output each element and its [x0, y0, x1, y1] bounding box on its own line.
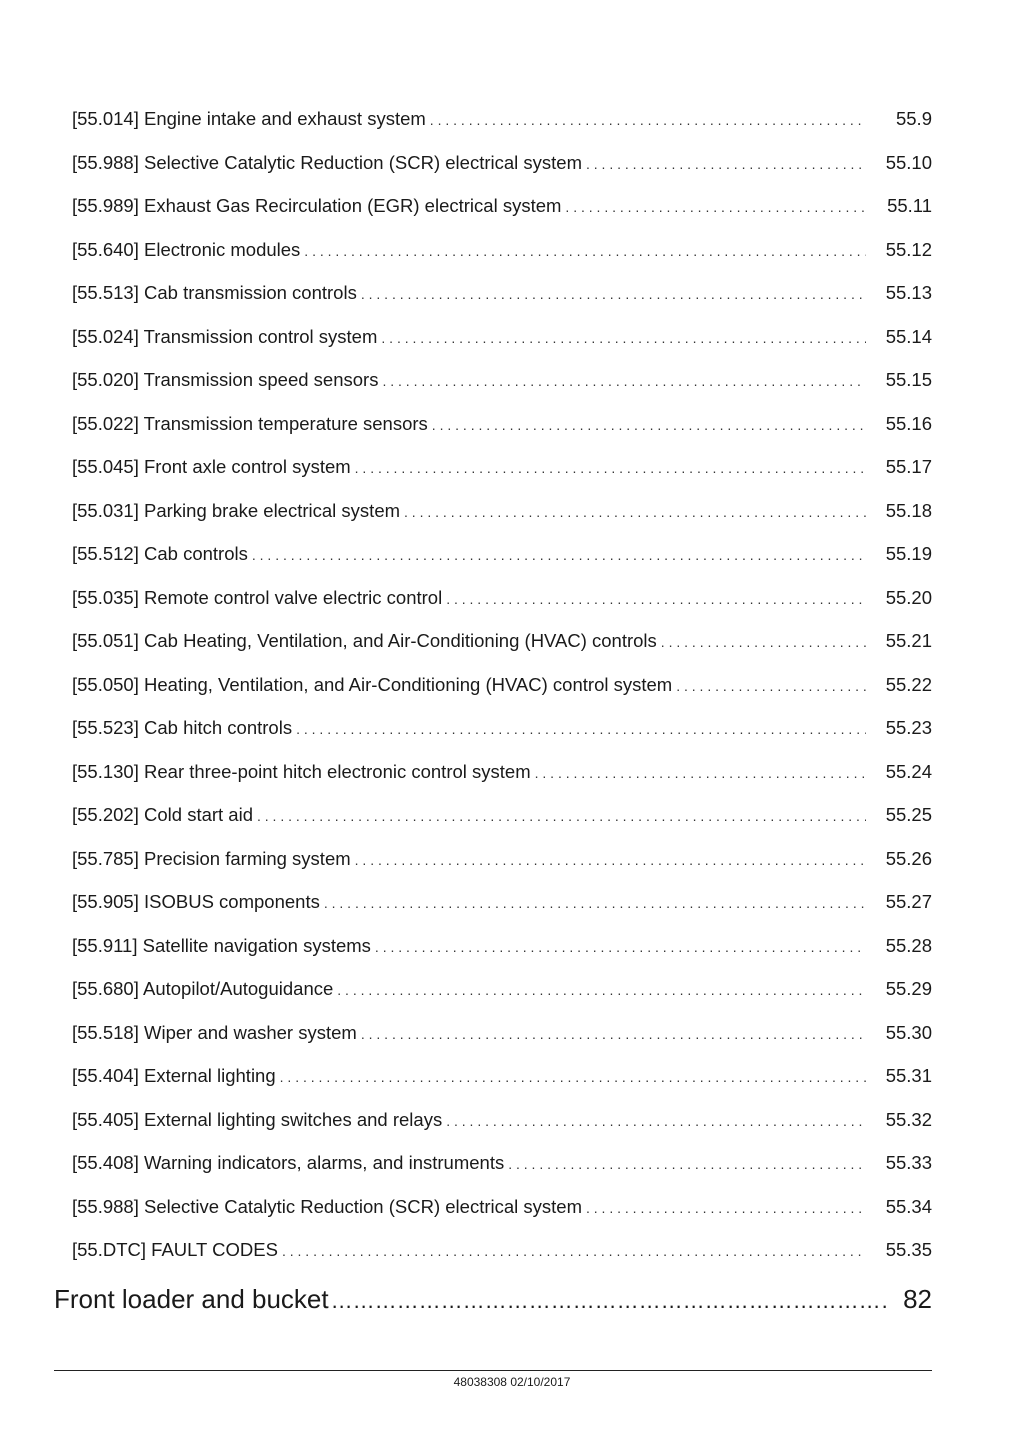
toc-entry-title: [55.050] Heating, Ventilation, and Air-Conditioning (HVAC) control system — [72, 673, 673, 695]
toc-entry[interactable] — [72, 282, 932, 326]
dot-leader — [296, 721, 866, 737]
toc-entry-page: 55.13 — [885, 282, 932, 303]
dot-leader — [337, 982, 866, 998]
dot-leader — [586, 156, 866, 172]
toc-entry-title: [55.DTC] FAULT CODES — [72, 1239, 278, 1260]
section-title: Front loader and bucket — [54, 1284, 329, 1314]
toc-entry-page: 55.9 — [895, 108, 932, 129]
toc-entry-title: [55.405] External lighting switches and relays — [72, 1108, 443, 1130]
toc-entry-page: 55.18 — [885, 499, 932, 521]
toc-entry-title: [55.130] Rear three-point hitch electronic control system — [72, 760, 531, 782]
toc-entry-page: 55.33 — [885, 1152, 932, 1173]
dot-leader — [304, 243, 866, 259]
toc-entry-page: 55.11 — [887, 195, 932, 216]
toc-entry-page: 55.12 — [885, 238, 932, 260]
toc-entry-page: 55.32 — [885, 1108, 932, 1130]
toc-entry-page: 55.31 — [885, 1065, 932, 1086]
footer-divider — [54, 1370, 932, 1371]
toc-entry-title: [55.988] Selective Catalytic Reduction (SCR) electrical system — [72, 151, 582, 173]
toc-entry[interactable] — [72, 152, 932, 196]
toc-entry-page: 55.20 — [885, 586, 932, 608]
dot-leader — [676, 678, 866, 694]
toc-entry-page: 55.29 — [885, 978, 932, 999]
toc-entry-page: 55.15 — [885, 369, 932, 390]
toc-entry-title: [55.202] Cold start aid — [72, 804, 253, 825]
dot-leader — [446, 591, 866, 607]
toc-entry[interactable] — [72, 413, 932, 457]
toc-entry-title: [55.031] Parking brake electrical system — [72, 499, 401, 521]
table-of-contents — [72, 108, 932, 1283]
toc-entry-page: 55.23 — [885, 717, 932, 738]
dot-leader — [381, 330, 866, 346]
toc-entry-page: 55.14 — [885, 325, 932, 347]
toc-entry-title: [55.523] Cab hitch controls — [72, 717, 293, 738]
toc-entry[interactable] — [72, 1152, 932, 1196]
toc-entry[interactable] — [72, 456, 932, 500]
toc-entry-title: [55.014] Engine intake and exhaust system — [72, 108, 426, 129]
toc-entry-page: 55.26 — [885, 847, 932, 869]
dot-leader — [355, 852, 866, 868]
toc-entry-title: [55.640] Electronic modules — [72, 238, 301, 260]
toc-entry-page: 55.10 — [885, 151, 932, 173]
toc-entry[interactable] — [72, 543, 932, 587]
toc-entry[interactable] — [72, 500, 932, 544]
dot-leader — [382, 373, 866, 389]
toc-entry-title: [55.408] Warning indicators, alarms, and instruments — [72, 1152, 505, 1173]
toc-entry-page: 55.21 — [885, 630, 932, 651]
toc-entry-page: 55.24 — [885, 760, 932, 782]
toc-entry-title: [55.404] External lighting — [72, 1065, 276, 1086]
toc-section-heading[interactable] — [54, 1284, 932, 1315]
dot-leader — [331, 1288, 887, 1314]
dot-leader — [280, 1069, 866, 1085]
toc-entry[interactable] — [72, 717, 932, 761]
toc-entry-title: [55.911] Satellite navigation systems — [72, 934, 371, 956]
toc-entry[interactable] — [72, 1196, 932, 1240]
toc-entry-title: [55.035] Remote control valve electric control — [72, 586, 443, 608]
toc-entry-title: [55.905] ISOBUS components — [72, 891, 320, 912]
toc-entry[interactable] — [72, 326, 932, 370]
toc-entry[interactable] — [72, 804, 932, 848]
toc-entry-title: [55.988] Selective Catalytic Reduction (SCR) electrical system — [72, 1195, 582, 1217]
toc-entry-page: 55.34 — [885, 1195, 932, 1217]
dot-leader — [282, 1243, 866, 1259]
toc-entry-title: [55.518] Wiper and washer system — [72, 1021, 357, 1043]
toc-entry-page: 55.27 — [885, 891, 932, 912]
toc-entry[interactable] — [72, 848, 932, 892]
toc-entry-page: 55.35 — [885, 1239, 932, 1260]
toc-entry[interactable] — [72, 369, 932, 413]
dot-leader — [661, 634, 866, 650]
toc-entry[interactable] — [72, 587, 932, 631]
dot-leader — [404, 504, 866, 520]
dot-leader — [586, 1200, 866, 1216]
dot-leader — [375, 939, 866, 955]
toc-entry[interactable] — [72, 239, 932, 283]
toc-entry[interactable] — [72, 674, 932, 718]
toc-entry-title: [55.513] Cab transmission controls — [72, 282, 357, 303]
dot-leader — [430, 112, 866, 128]
footer-doc-id: 48038308 02/10/2017 — [453, 1375, 571, 1389]
toc-entry-page: 55.22 — [885, 673, 932, 695]
toc-entry[interactable] — [72, 1109, 932, 1153]
toc-entry-page: 55.28 — [885, 934, 932, 956]
toc-entry-title: [55.051] Cab Heating, Ventilation, and Air-Conditioning (HVAC) controls — [72, 630, 657, 651]
dot-leader — [565, 199, 866, 215]
dot-leader — [361, 1026, 866, 1042]
dot-leader — [508, 1156, 866, 1172]
toc-entry[interactable] — [72, 630, 932, 674]
toc-entry[interactable] — [72, 1239, 932, 1283]
toc-entry-title: [55.024] Transmission control system — [72, 325, 378, 347]
dot-leader — [257, 808, 866, 824]
toc-entry-title: [55.785] Precision farming system — [72, 847, 351, 869]
toc-entry-page: 55.16 — [885, 412, 932, 434]
toc-entry[interactable] — [72, 978, 932, 1022]
section-page: 82 — [903, 1284, 932, 1314]
toc-entry-title: [55.512] Cab controls — [72, 543, 248, 564]
toc-entry-title: [55.045] Front axle control system — [72, 456, 351, 477]
toc-entry-title: [55.680] Autopilot/Autoguidance — [72, 978, 334, 999]
dot-leader — [355, 460, 866, 476]
toc-entry[interactable] — [72, 935, 932, 979]
toc-entry[interactable] — [72, 1022, 932, 1066]
dot-leader — [361, 286, 866, 302]
toc-entry-title: [55.020] Transmission speed sensors — [72, 369, 379, 390]
toc-entry-title: [55.022] Transmission temperature sensors — [72, 412, 428, 434]
toc-entry[interactable] — [72, 891, 932, 935]
dot-leader — [252, 547, 866, 563]
dot-leader — [432, 417, 866, 433]
toc-entry[interactable] — [72, 108, 932, 152]
toc-entry-page: 55.25 — [885, 804, 932, 825]
toc-entry-title: [55.989] Exhaust Gas Recirculation (EGR) electrical system — [72, 195, 562, 216]
toc-entry[interactable] — [72, 195, 932, 239]
dot-leader — [535, 765, 866, 781]
dot-leader — [324, 895, 866, 911]
dot-leader — [446, 1113, 866, 1129]
toc-entry-page: 55.30 — [885, 1021, 932, 1043]
toc-entry-page: 55.17 — [885, 456, 932, 477]
toc-entry-page: 55.19 — [885, 543, 932, 564]
toc-entry[interactable] — [72, 761, 932, 805]
toc-entry[interactable] — [72, 1065, 932, 1109]
